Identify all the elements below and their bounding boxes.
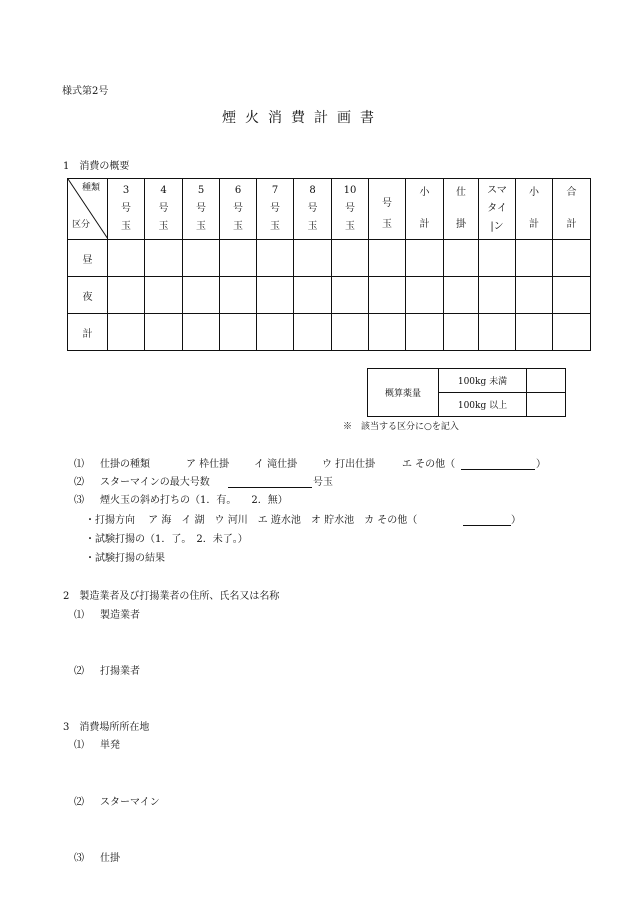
item1-option-a: ア 枠仕掛 bbox=[186, 459, 230, 470]
quantity-cell[interactable] bbox=[294, 277, 332, 314]
table-row bbox=[68, 240, 591, 277]
column-header-char: |ン bbox=[490, 221, 504, 232]
quantity-cell[interactable] bbox=[108, 240, 145, 277]
quantity-cell[interactable] bbox=[479, 240, 516, 277]
column-header-char: 計 bbox=[529, 219, 539, 231]
section2-heading: 2 製造業者及び打揚業者の住所、氏名又は名称 bbox=[63, 591, 280, 602]
column-header-char: 小 bbox=[529, 186, 539, 198]
column-header-char: 玉 bbox=[270, 221, 280, 232]
column-header-char: 号 bbox=[233, 203, 243, 214]
column-header-char: 計 bbox=[419, 219, 430, 231]
explosive-option-under: 100kg 未満 bbox=[439, 369, 527, 393]
column-header-char: 玉 bbox=[196, 221, 206, 232]
column-header-char: 号 bbox=[382, 197, 392, 209]
row-label: 夜 bbox=[68, 277, 108, 314]
column-header bbox=[369, 179, 406, 240]
quantity-cell[interactable] bbox=[257, 277, 294, 314]
column-header-char: 6 bbox=[234, 185, 242, 196]
table-row bbox=[68, 277, 591, 314]
column-header bbox=[553, 179, 591, 240]
item2-suffix: 号玉 bbox=[313, 477, 333, 488]
launch-direction-text: ・打揚方向 ア 海 イ 湖 ウ 河川 エ 遊水池 オ 貯水池 カ その他（ bbox=[85, 515, 418, 526]
section3-item1-label: 単発 bbox=[100, 740, 120, 751]
quantity-cell[interactable] bbox=[369, 240, 406, 277]
quantity-cell[interactable] bbox=[220, 240, 257, 277]
consumption-summary-table bbox=[67, 178, 591, 351]
item2-num: ⑵ bbox=[74, 477, 84, 488]
column-header bbox=[145, 179, 183, 240]
explosive-check-over[interactable] bbox=[527, 393, 566, 417]
launch-direction-close: ） bbox=[511, 515, 521, 526]
column-header-char: 7 bbox=[271, 185, 279, 196]
quantity-cell[interactable] bbox=[108, 314, 145, 351]
circle-note: ※ 該当する区分に○を記入 bbox=[343, 422, 459, 432]
column-header-char: 10 bbox=[343, 185, 357, 196]
item3-text: 煙火玉の斜め打ちの（1．有。 2．無） bbox=[100, 495, 288, 506]
table-header-row bbox=[68, 179, 591, 240]
column-header-char: 号 bbox=[121, 203, 131, 214]
section3-item3-num: ⑶ bbox=[74, 853, 84, 864]
quantity-cell[interactable] bbox=[553, 277, 591, 314]
row-label: 昼 bbox=[68, 240, 108, 277]
quantity-cell[interactable] bbox=[183, 314, 220, 351]
quantity-cell[interactable] bbox=[145, 277, 183, 314]
quantity-cell[interactable] bbox=[444, 240, 479, 277]
column-header-char: 仕 bbox=[456, 186, 466, 198]
column-header-char: 号 bbox=[307, 203, 318, 214]
quantity-cell[interactable] bbox=[220, 314, 257, 351]
quantity-cell[interactable] bbox=[294, 314, 332, 351]
column-header-char: スマ bbox=[487, 185, 507, 196]
column-header-char: 3 bbox=[122, 185, 130, 196]
section2-item2-label: 打揚業者 bbox=[100, 666, 140, 677]
row-label: 計 bbox=[68, 314, 108, 351]
column-header-char: 号 bbox=[270, 203, 280, 214]
quantity-cell[interactable] bbox=[257, 314, 294, 351]
column-header-char: 玉 bbox=[382, 219, 392, 231]
column-header-char: 8 bbox=[309, 185, 316, 196]
column-header-char: 掛 bbox=[456, 219, 466, 231]
column-header bbox=[294, 179, 332, 240]
column-header bbox=[108, 179, 145, 240]
column-header-char: 合 bbox=[566, 186, 577, 198]
quantity-cell[interactable] bbox=[406, 240, 444, 277]
column-header bbox=[183, 179, 220, 240]
column-header-char: 計 bbox=[566, 219, 577, 231]
section2-item1-num: ⑴ bbox=[74, 610, 84, 621]
column-header bbox=[406, 179, 444, 240]
column-header-char: 玉 bbox=[345, 221, 355, 232]
item1-option-d: エ その他（ bbox=[402, 459, 456, 470]
column-header bbox=[257, 179, 294, 240]
document-title: 煙火消費計画書 bbox=[222, 110, 383, 126]
test-launch-text: ・試験打揚の（1．了。 2．未了。） bbox=[85, 534, 248, 545]
item2-size-blank[interactable] bbox=[228, 478, 312, 491]
explosive-option-over: 100kg 以上 bbox=[439, 393, 527, 417]
column-header-char: 玉 bbox=[233, 221, 243, 232]
explosive-amount-table bbox=[367, 368, 566, 417]
table-row bbox=[68, 314, 591, 351]
quantity-cell[interactable] bbox=[332, 314, 369, 351]
quantity-cell[interactable] bbox=[516, 277, 553, 314]
section2-item1-label: 製造業者 bbox=[100, 610, 140, 621]
quantity-cell[interactable] bbox=[516, 240, 553, 277]
section3-item2-label: スターマイン bbox=[100, 797, 160, 808]
explosive-amount-label: 概算薬量 bbox=[368, 369, 439, 417]
item2-label: スターマインの最大号数 bbox=[100, 477, 210, 488]
quantity-cell[interactable] bbox=[516, 314, 553, 351]
test-launch-result: ・試験打揚の結果 bbox=[85, 553, 165, 564]
quantity-cell[interactable] bbox=[369, 277, 406, 314]
column-header-char: 号 bbox=[345, 203, 355, 214]
item3-num: ⑶ bbox=[74, 495, 84, 506]
column-header bbox=[516, 179, 553, 240]
quantity-cell[interactable] bbox=[145, 314, 183, 351]
column-header-char: 号 bbox=[196, 203, 206, 214]
quantity-cell[interactable] bbox=[183, 277, 220, 314]
quantity-cell[interactable] bbox=[444, 314, 479, 351]
launch-other-blank[interactable] bbox=[463, 516, 511, 529]
quantity-cell[interactable] bbox=[294, 240, 332, 277]
section3-item3-label: 仕掛 bbox=[100, 853, 120, 864]
column-header-char: タイ bbox=[487, 203, 507, 214]
column-header bbox=[444, 179, 479, 240]
quantity-cell[interactable] bbox=[553, 240, 591, 277]
section3-heading: 3 消費場所所在地 bbox=[63, 722, 150, 733]
column-header bbox=[332, 179, 369, 240]
corner-type-label: 種類 bbox=[82, 183, 101, 193]
column-header-char: 玉 bbox=[121, 221, 131, 232]
quantity-cell[interactable] bbox=[406, 314, 444, 351]
column-header-char: 小 bbox=[419, 186, 430, 198]
item1-label: 仕掛の種類 bbox=[100, 459, 150, 470]
quantity-cell[interactable] bbox=[145, 240, 183, 277]
form-number: 様式第2号 bbox=[62, 86, 109, 97]
column-header bbox=[220, 179, 257, 240]
quantity-cell[interactable] bbox=[332, 240, 369, 277]
item1-close: ） bbox=[536, 459, 546, 470]
column-header-char: 号 bbox=[158, 203, 169, 214]
quantity-cell[interactable] bbox=[479, 277, 516, 314]
section3-item1-num: ⑴ bbox=[74, 740, 84, 751]
section3-item2-num: ⑵ bbox=[74, 797, 84, 808]
quantity-cell[interactable] bbox=[332, 277, 369, 314]
quantity-cell[interactable] bbox=[369, 314, 406, 351]
quantity-cell[interactable] bbox=[220, 277, 257, 314]
section2-item2-num: ⑵ bbox=[74, 666, 84, 677]
item1-option-b: イ 滝仕掛 bbox=[254, 459, 298, 470]
item1-other-blank[interactable] bbox=[461, 460, 535, 473]
quantity-cell[interactable] bbox=[108, 277, 145, 314]
item1-num: ⑴ bbox=[74, 459, 84, 470]
column-header bbox=[479, 179, 516, 240]
corner-cell bbox=[68, 179, 108, 240]
quantity-cell[interactable] bbox=[406, 277, 444, 314]
column-header-char: 5 bbox=[197, 185, 205, 196]
quantity-cell[interactable] bbox=[183, 240, 220, 277]
explosive-check-under[interactable] bbox=[527, 369, 566, 393]
item1-option-c: ウ 打出仕掛 bbox=[322, 459, 376, 470]
quantity-cell[interactable] bbox=[444, 277, 479, 314]
corner-category-label: 区分 bbox=[72, 220, 91, 230]
column-header-char: 玉 bbox=[158, 221, 169, 232]
column-header-char: 4 bbox=[160, 185, 167, 196]
quantity-cell[interactable] bbox=[479, 314, 516, 351]
section1-heading: 1 消費の概要 bbox=[63, 161, 130, 172]
column-header-char: 玉 bbox=[307, 221, 318, 232]
quantity-cell[interactable] bbox=[257, 240, 294, 277]
quantity-cell[interactable] bbox=[553, 314, 591, 351]
